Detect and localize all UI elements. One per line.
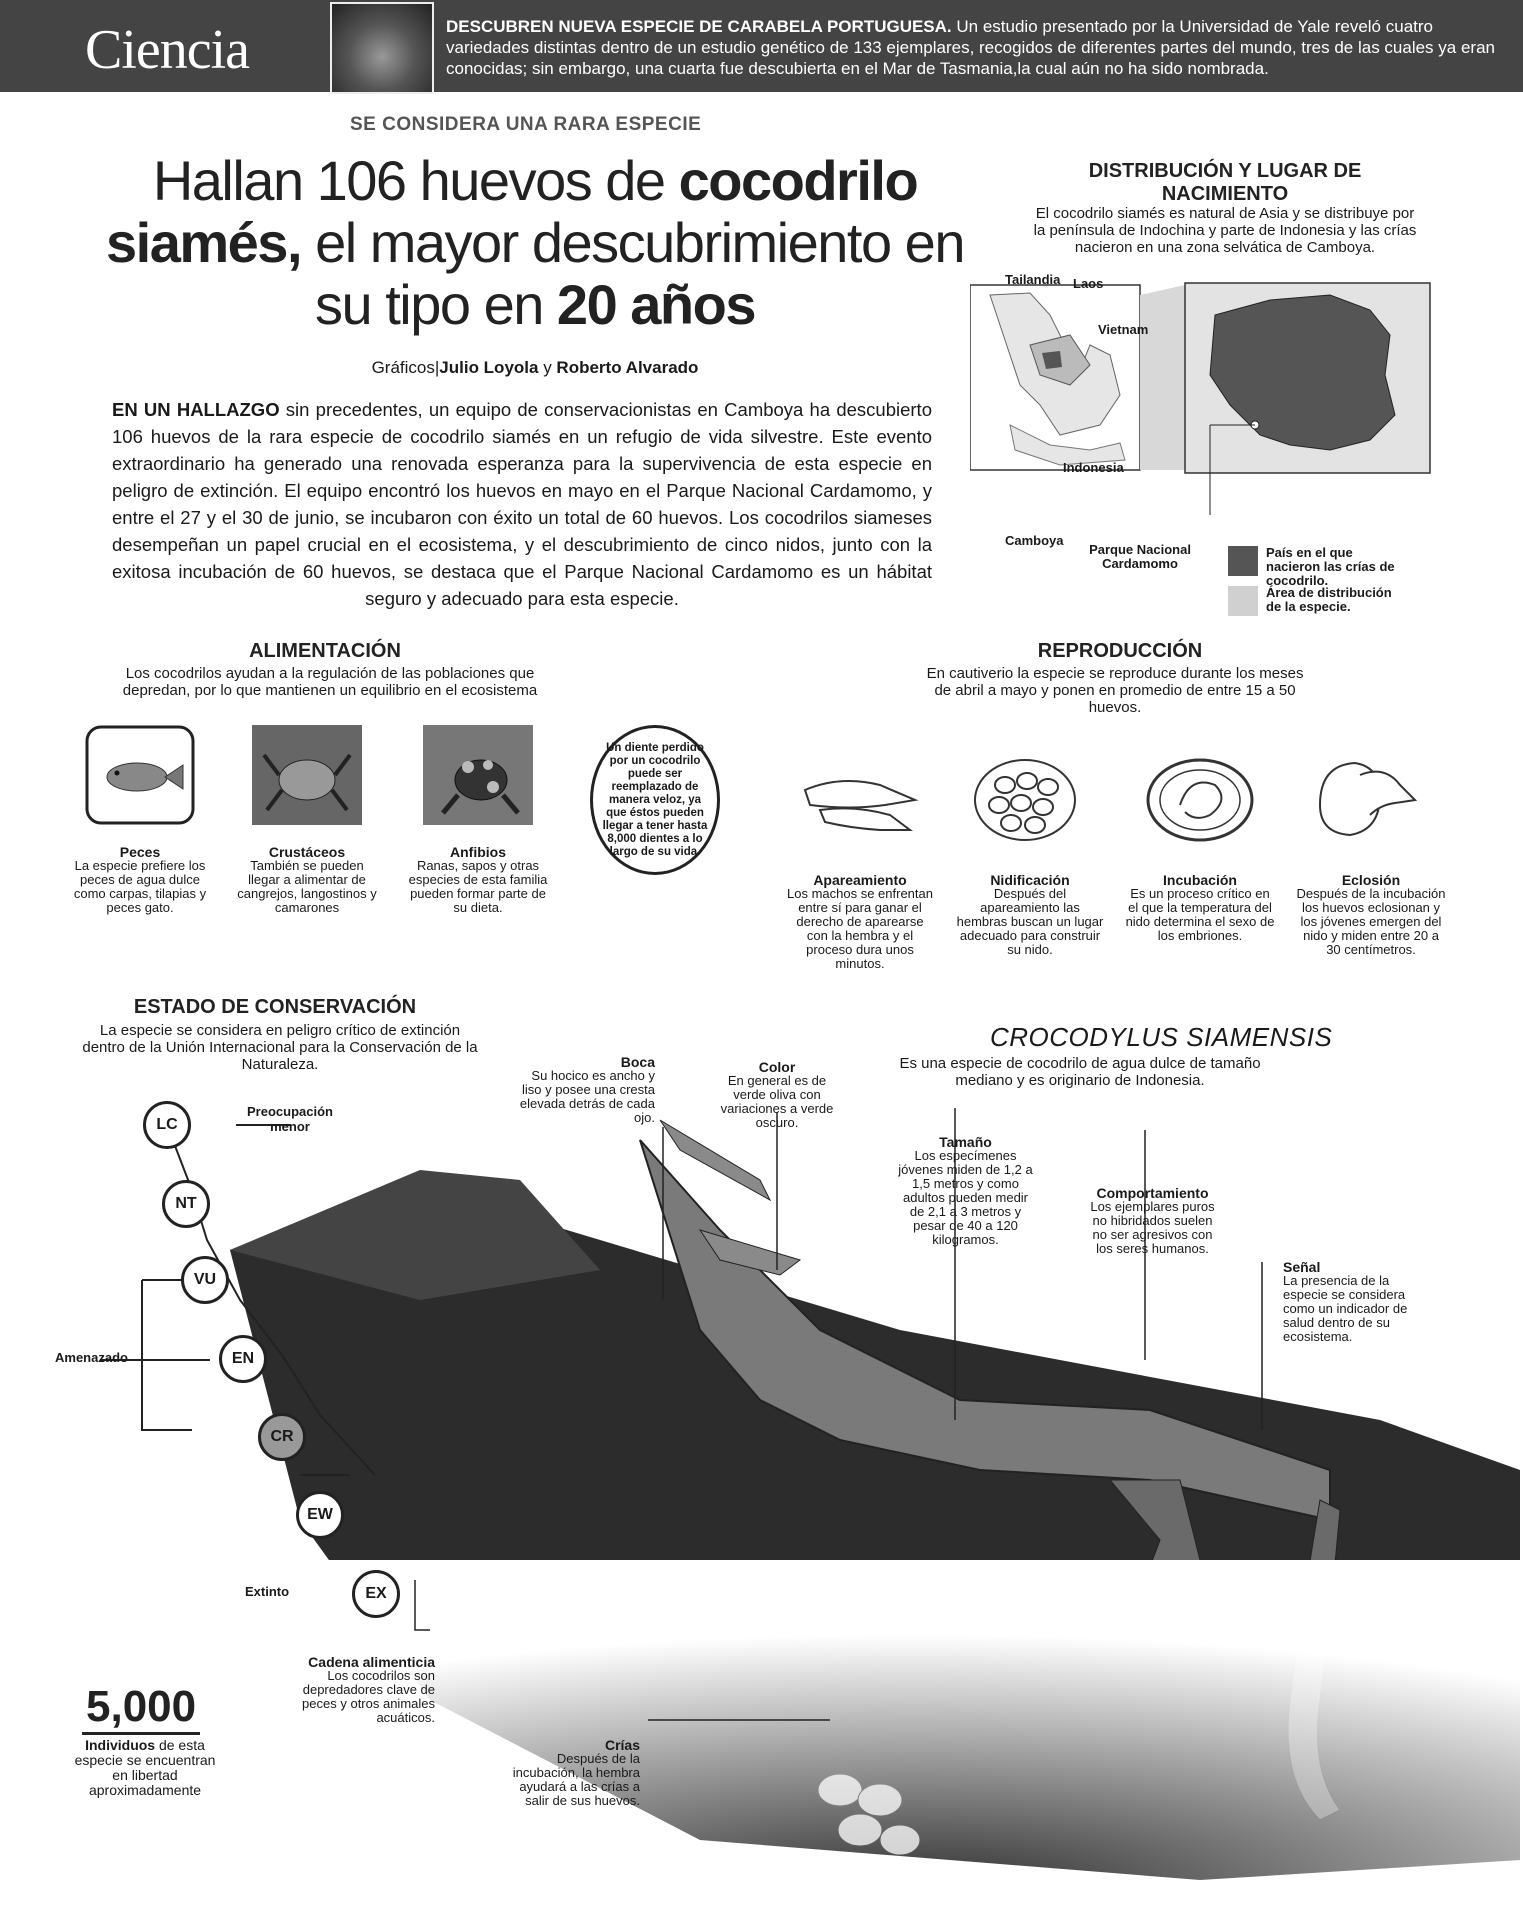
kicker: SE CONSIDERA UNA RARA ESPECIE <box>350 114 702 135</box>
teaser-lead: DESCUBREN NUEVA ESPECIE DE CARABELA PORTUGUESA. <box>446 17 952 36</box>
step-hatching <box>1296 873 1446 957</box>
distribution-title: DISTRIBUCIÓN Y LUGAR DE NACIMIENTO <box>1088 160 1362 205</box>
label-least-concern: Preocupación menor <box>247 1104 333 1134</box>
lede-body: sin precedentes, un equipo de conservacionistas en Camboya ha descubierto 106 huevos de la rara especie de cocodrilo siamés en un refugio de vida silvestre. Este evento extraordinario ha generado una renovada esperanza para la supervivencia de esta especie en peligro de extinción. El equipo encontró los huevos en mayo en el Parque Nacional Cardamomo, y entre el 27 y el 30 de junio, se incubaron con éxito un total de 60 huevos. Los cocodrilos siameses desempeñan un papel crucial en el ecosistema, y el descubrimiento de cinco nidos, junto con la exitosa incubación de 60 huevos, se destaca que el Parque Nacional Cardamomo es un hábitat seguro y adecuado para esta especie. <box>112 399 932 609</box>
feeding-subtitle: Los cocodrilos ayudan a la regulación de las poblaciones que depredan, por lo que mantienen un equilibrio en el ecosistema <box>122 665 538 699</box>
label-laos: Laos <box>1073 276 1104 291</box>
note-food-chain <box>300 1655 435 1725</box>
note-chain-desc: Los cocodrilos son depredadores clave de peces y otros animales acuáticos. <box>302 1668 435 1725</box>
headline-part-2: cocodrilo siamés, <box>106 149 918 274</box>
section-title: Ciencia <box>85 19 250 81</box>
tooth-fact-bubble <box>590 725 720 875</box>
step-mating-desc: Los machos se enfrentan entre sí para ganar el derecho de aparearse con la hembra y el proceso dura unos minutos. <box>787 886 933 971</box>
tooth-fact-text: Un diente perdido por un cocodrilo puede ser reemplazado de manera veloz, ya que éstos pueden llegar a tener hasta 8,000 dientes a lo largo de su vida. <box>602 741 708 858</box>
step-incubation-desc: Es un proceso crítico en el que la temperatura del nido determina el sexo de los embriones. <box>1125 886 1275 943</box>
headline-part-1: Hallan 106 huevos de <box>152 149 679 212</box>
note-behavior-title: Comportamiento <box>1096 1185 1209 1201</box>
legend-swatch-birth <box>1228 546 1258 576</box>
population-caption <box>70 1738 220 1798</box>
credits <box>100 358 970 378</box>
legend-swatch-range <box>1228 586 1258 616</box>
step-hatching-name: Eclosión <box>1341 872 1401 888</box>
step-incubation <box>1125 873 1275 943</box>
note-mouth <box>510 1055 655 1125</box>
status-en-label: EN <box>231 1350 255 1367</box>
teaser-photo <box>330 2 434 94</box>
headline-part-4: 20 años <box>556 273 755 336</box>
status-lc-label: LC <box>156 1116 178 1133</box>
food-name-crustaceans: Crustáceos <box>268 844 346 860</box>
lede-paragraph <box>112 396 932 612</box>
credits-author-2: Roberto Alvarado <box>556 358 699 377</box>
population-number: 5,000 <box>82 1682 200 1735</box>
crab-image <box>252 725 362 825</box>
label-thailand: Tailandia <box>1005 272 1061 287</box>
label-indonesia: Indonesia <box>1063 460 1124 475</box>
note-mouth-desc: Su hocico es ancho y liso y posee una cresta elevada detrás de cada ojo. <box>519 1068 655 1125</box>
status-nt <box>162 1180 210 1228</box>
food-caption-amphibians <box>408 845 548 915</box>
step-hatching-desc: Después de la incubación los huevos eclosionan y los jóvenes emergen del nido y miden entre 20 a 30 centímetros. <box>1296 886 1446 957</box>
label-vietnam: Vietnam <box>1098 322 1149 337</box>
distribution-subtitle: El cocodrilo siamés es natural de Asia y se distribuye por la península de Indochina y parte de Indonesia y las crías nacieron en una zona selvática de Camboya. <box>1033 205 1417 256</box>
note-signal <box>1283 1260 1413 1344</box>
reproduction-title: REPRODUCCIÓN <box>1037 640 1203 662</box>
note-size <box>898 1135 1033 1247</box>
distribution-map <box>970 275 1440 520</box>
lede-lead: EN UN HALLAZGO <box>112 399 280 420</box>
conservation-title: ESTADO DE CONSERVACIÓN <box>133 996 417 1018</box>
step-nesting-desc: Después del apareamiento las hembras buscan un lugar adecuado para construir su nido. <box>956 886 1104 957</box>
status-lc <box>143 1101 191 1149</box>
credits-author-1: Julio Loyola <box>439 358 539 377</box>
status-nt-label: NT <box>175 1195 197 1212</box>
step-mating-name: Apareamiento <box>813 872 907 888</box>
note-behavior-desc: Los ejemplares puros no hibridados suelen no ser agresivos con los seres humanos. <box>1090 1199 1215 1256</box>
food-caption-crustaceans <box>237 845 377 915</box>
population-caption-bold: Individuos <box>85 1737 156 1753</box>
label-park: Parque Nacional Cardamomo <box>1089 542 1191 571</box>
status-en <box>219 1335 267 1383</box>
zoom-connector <box>1140 285 1185 470</box>
note-size-title: Tamaño <box>939 1134 992 1150</box>
note-chain-title: Cadena alimenticia <box>308 1654 435 1670</box>
population-caption-rest: de esta especie se encuentran en libertad aproximadamente <box>74 1737 216 1798</box>
food-caption-fish <box>70 845 210 915</box>
note-young-title: Crías <box>604 1737 640 1753</box>
status-vu <box>181 1256 229 1304</box>
headline <box>100 150 970 336</box>
headline-part-3: el mayor descubrimiento en su tipo en <box>301 211 964 336</box>
status-ew <box>296 1491 344 1539</box>
step-mating <box>785 873 935 971</box>
status-ex-label: EX <box>365 1585 387 1602</box>
food-desc-fish: La especie prefiere los peces de agua dulce como carpas, tilapias y peces gato. <box>73 858 207 915</box>
note-signal-title: Señal <box>1283 1259 1321 1275</box>
step-nesting-name: Nidificación <box>990 872 1070 888</box>
status-cr-label: CR <box>270 1428 294 1445</box>
credits-prefix: Gráficos| <box>371 358 440 377</box>
teaser-text[interactable] <box>446 16 1506 79</box>
credits-and: y <box>538 358 557 377</box>
note-signal-desc: La presencia de la especie se considera como un indicador de salud dentro de su ecosistema. <box>1283 1273 1408 1344</box>
label-extinct: Extinto <box>245 1584 290 1599</box>
mating-illustration <box>800 750 920 850</box>
note-behavior <box>1085 1186 1220 1256</box>
step-incubation-name: Incubación <box>1163 872 1237 888</box>
conservation-subtitle: La especie se considera en peligro crítico de extinción dentro de la Unión Internacional para la Conservación de la Naturaleza. <box>82 1022 478 1073</box>
incubation-illustration <box>1140 750 1260 850</box>
note-mouth-title: Boca <box>620 1054 655 1070</box>
feeding-title: ALIMENTACIÓN <box>249 640 401 662</box>
status-ex <box>352 1570 400 1618</box>
nesting-illustration <box>965 745 1085 845</box>
fish-image <box>85 725 195 825</box>
legend-birth: País en el que nacieron las crías de cocodrilo. <box>1266 545 1395 588</box>
note-young-desc: Después de la incubación, la hembra ayudará a las crías a salir de sus huevos. <box>512 1751 640 1808</box>
status-ew-label: EW <box>307 1506 333 1523</box>
step-nesting <box>955 873 1105 957</box>
reproduction-subtitle: En cautiverio la especie se reproduce durante los meses de abril a mayo y ponen en promedio de entre 15 a 50 huevos. <box>926 665 1304 716</box>
food-name-amphibians: Anfibios <box>450 844 506 860</box>
note-young <box>510 1738 640 1808</box>
teaser-body: Un estudio presentado por la Universidad de Yale reveló cuatro variedades distintas dentro de un estudio genético de 133 ejemplares, recogidos de diferentes partes del mundo, tres de las cuales ya eran conocidas; sin embargo, una cuarta fue descubierta en el Mar de Tasmania,la cual aún no ha sido nombrada. <box>446 17 1495 78</box>
status-vu-label: VU <box>193 1271 217 1288</box>
note-color-desc: En general es de verde oliva con variaciones a verde oscuro. <box>720 1073 834 1130</box>
species-title: CROCODYLUS SIAMENSIS <box>990 1022 1333 1052</box>
food-name-fish: Peces <box>119 844 161 860</box>
status-cr <box>258 1413 306 1461</box>
note-color-title: Color <box>758 1059 796 1075</box>
label-threatened: Amenazado <box>55 1350 128 1365</box>
legend-range: Área de distribución de la especie. <box>1266 585 1392 614</box>
note-color <box>712 1060 842 1130</box>
frog-image <box>423 725 533 825</box>
hatching-illustration <box>1300 745 1420 845</box>
food-desc-amphibians: Ranas, sapos y otras especies de esta familia pueden formar parte de su dieta. <box>408 858 548 915</box>
label-cambodia: Camboya <box>1005 533 1064 548</box>
food-desc-crustaceans: También se pueden llegar a alimentar de cangrejos, langostinos y camarones <box>237 858 377 915</box>
species-subtitle: Es una especie de cocodrilo de agua dulce de tamaño mediano y es originario de Indonesia. <box>899 1055 1261 1089</box>
note-size-desc: Los especímenes jóvenes miden de 1,2 a 1,5 metros y como adultos pueden medir de 2,1 a 3 metros y pesar de 40 a 120 kilogramos. <box>898 1148 1033 1247</box>
